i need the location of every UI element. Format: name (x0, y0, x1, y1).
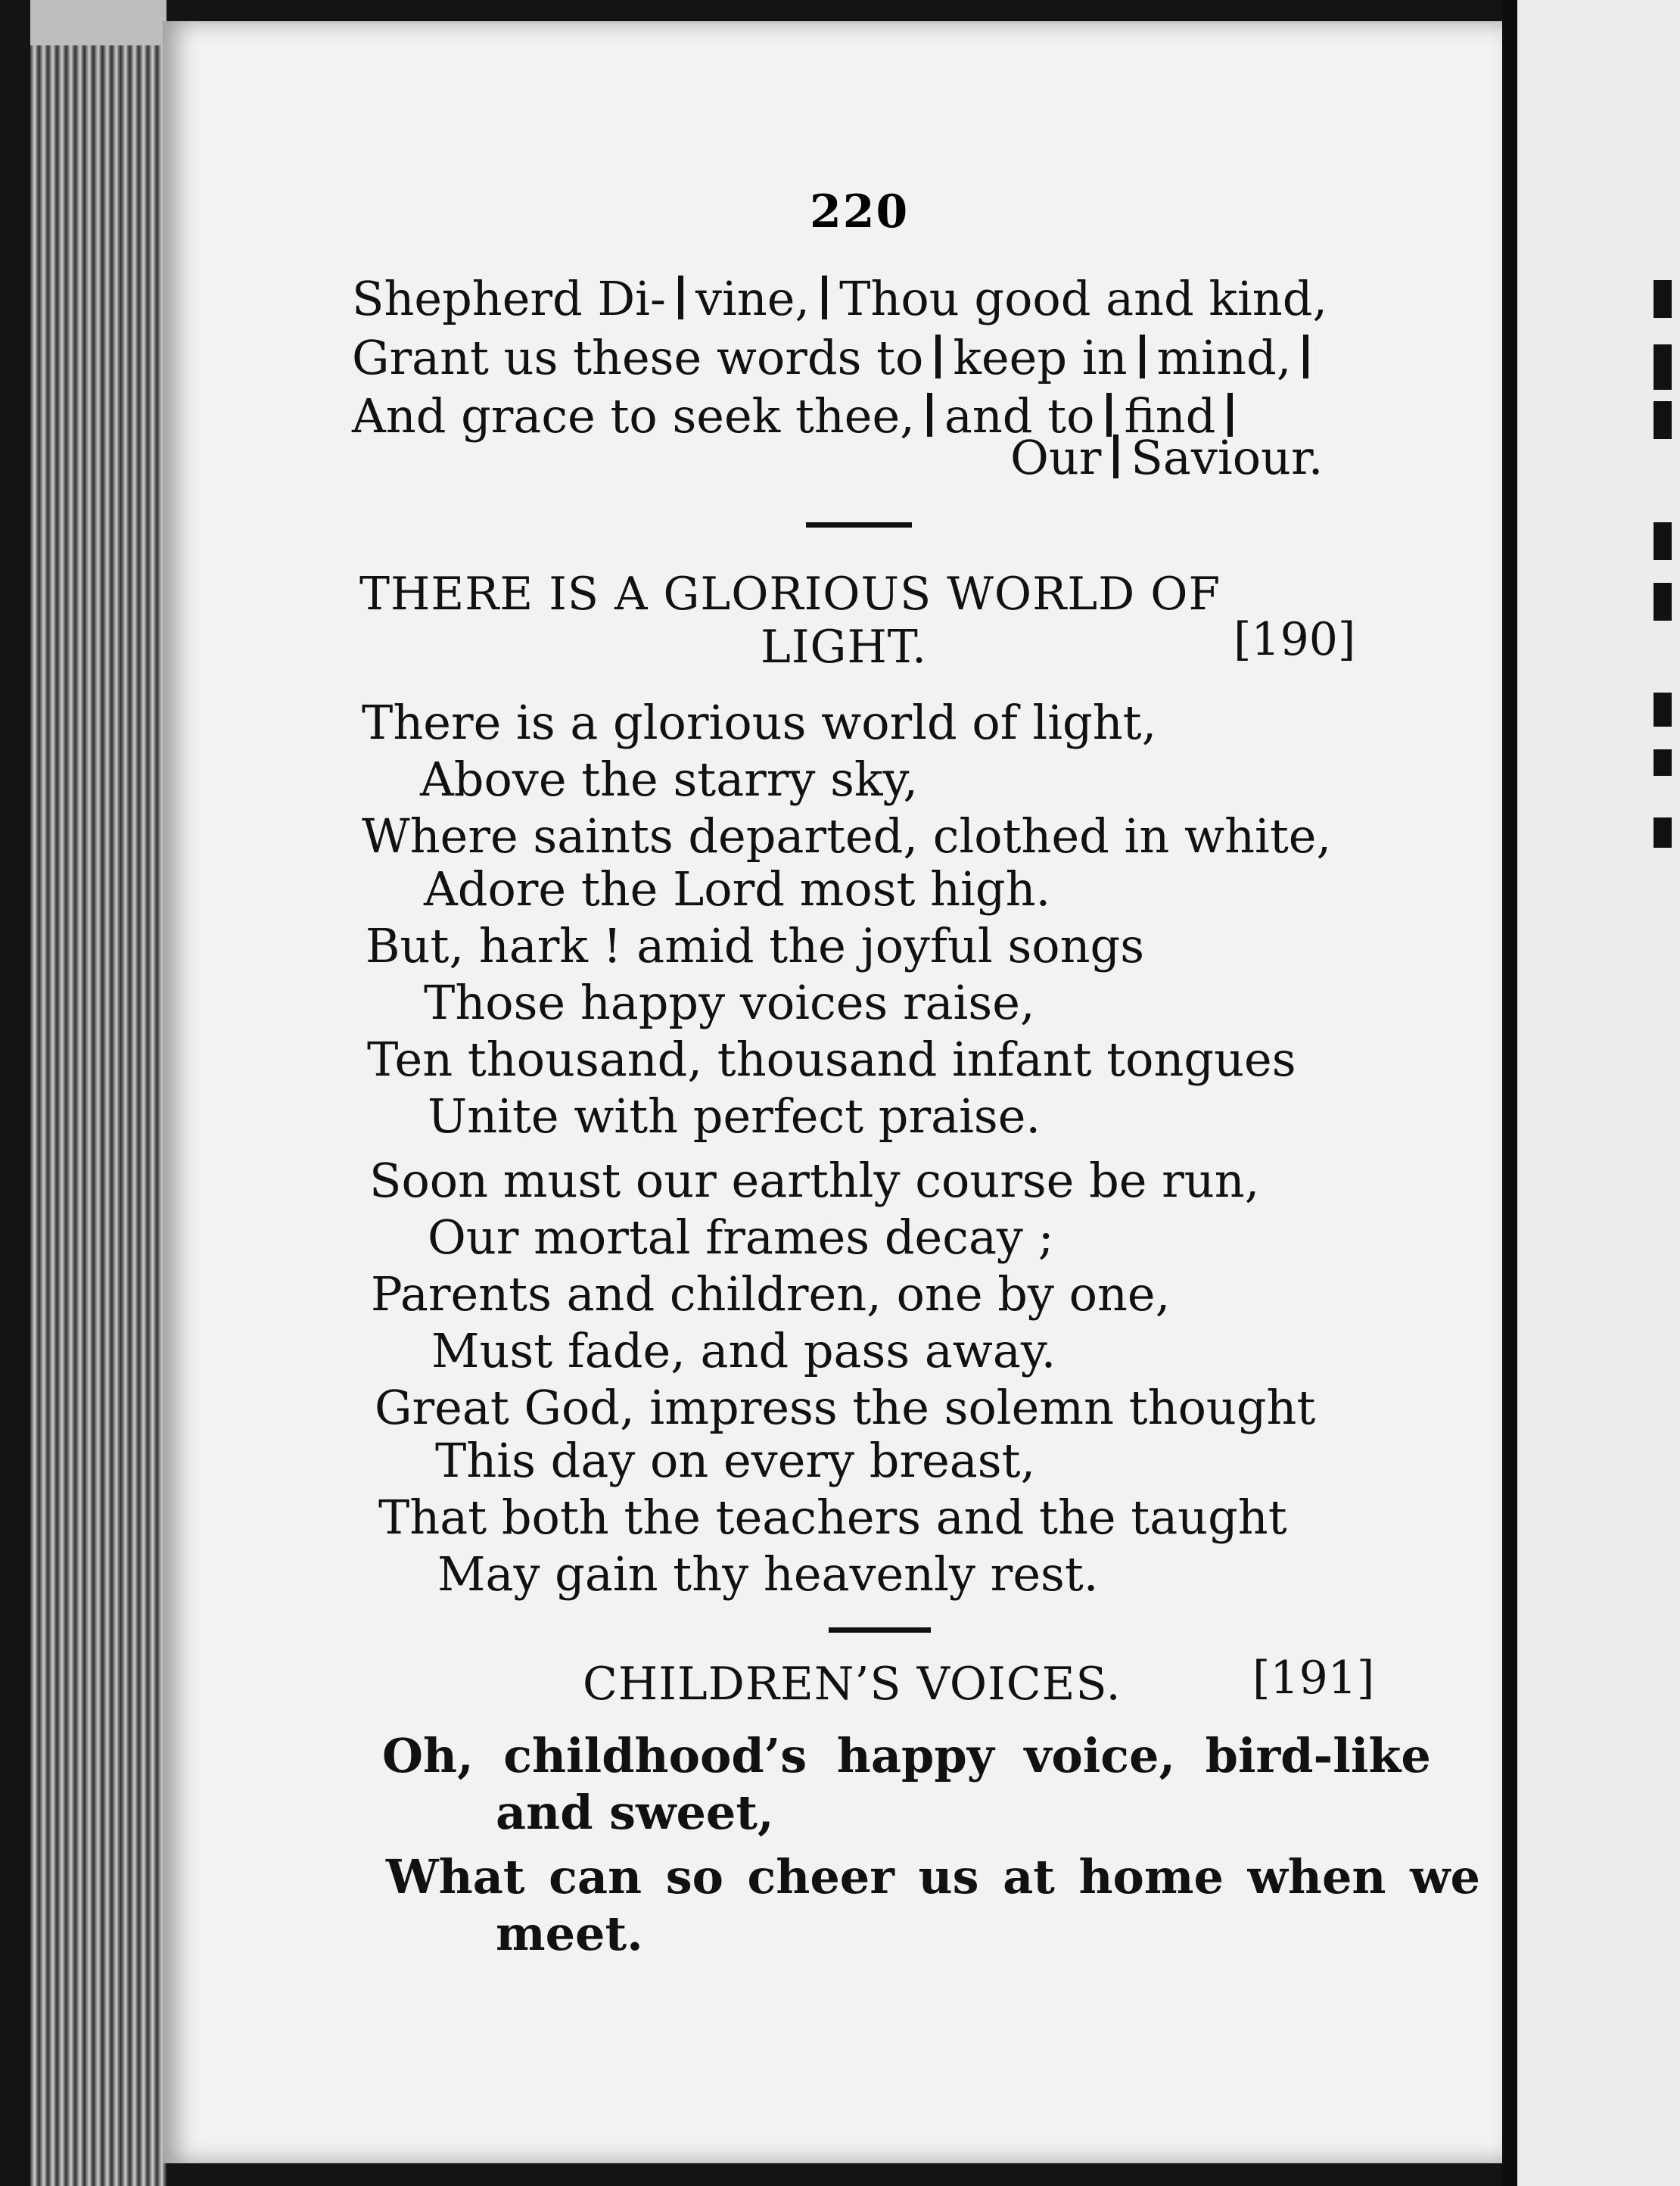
pointing-bar (1303, 335, 1308, 378)
hymn-190-line: Must fade, and pass away. (431, 1323, 1056, 1378)
hymn-190-line: That both the teachers and the taught (378, 1490, 1287, 1545)
pointing-bar (935, 335, 941, 378)
chant-line-3-part-1: And grace to seek thee, (352, 388, 915, 444)
chant-line-3-part-3: find (1124, 388, 1216, 444)
hymn-191-line: meet. (496, 1906, 643, 1961)
hymn-191-line: Oh, childhood’s happy voice, bird-like (382, 1728, 1431, 1783)
hymn-190-line: Great God, impress the solemn thought (375, 1380, 1316, 1435)
chant-line-3-part-2: and to (944, 388, 1095, 444)
hymn-190-line: Adore the Lord most high. (424, 861, 1051, 917)
page-edges-top (30, 0, 166, 45)
hymn-191-line: What can so cheer us at home when we (386, 1849, 1480, 1904)
hymn-190-line: Soon must our earthly course be run, (369, 1153, 1260, 1208)
page-number: 220 (810, 185, 910, 238)
hymn-190-line: This day on every breast, (435, 1433, 1036, 1488)
pointing-bar (822, 276, 827, 319)
hymn-191-title: CHILDREN’S VOICES. (583, 1658, 1122, 1711)
chant-line-1-part-3: Thou good and kind, (839, 271, 1328, 326)
chant-line-2-part-1: Grant us these words to (352, 330, 924, 385)
pointing-bar (1140, 335, 1145, 378)
pointing-bar (927, 393, 932, 437)
hymn-190-line: May gain thy heavenly rest. (437, 1546, 1099, 1602)
chant-line-2-part-3: mind, (1156, 330, 1292, 385)
chant-line-1-part-2: vine, (695, 271, 810, 326)
hymn-190-line: Unite with perfect praise. (428, 1088, 1041, 1144)
facing-page-text-fragments (1654, 0, 1680, 2186)
page-edges (30, 0, 166, 2186)
chant-line-4 (1010, 431, 1324, 484)
chant-line-4-part-1: Our (1010, 430, 1102, 485)
hymn-190-line: There is a glorious world of light, (362, 695, 1157, 750)
hymn-191-line: and sweet, (496, 1785, 774, 1840)
book-gutter (1502, 0, 1517, 2186)
chant-line-2 (352, 332, 1321, 385)
hymn-190-line: Ten thousand, thousand infant tongues (367, 1032, 1296, 1087)
hymn-190-line: Parents and children, one by one, (371, 1266, 1171, 1322)
hymn-190-title-line-1: THERE IS A GLORIOUS WORLD OF (359, 568, 1221, 621)
hymn-191-number: [191] (1252, 1652, 1375, 1705)
hymn-190-line: Our mortal frames decay ; (428, 1210, 1054, 1265)
hymn-190-line: Where saints departed, clothed in white, (362, 808, 1332, 864)
hymn-190-number: [190] (1234, 613, 1356, 666)
chant-line-4-part-2: Saviour. (1131, 430, 1324, 485)
chant-line-2-part-2: keep in (953, 330, 1128, 385)
pointing-bar (678, 276, 683, 319)
pointing-bar (1113, 434, 1118, 478)
hymn-190-line: Above the starry sky, (420, 752, 919, 807)
section-divider (806, 522, 912, 528)
pointing-bar (1106, 393, 1112, 437)
hymn-190-line: Those happy voices raise, (424, 975, 1035, 1030)
chant-line-1-part-1: Shepherd Di- (352, 271, 666, 326)
chant-line-1 (352, 272, 1327, 325)
hymn-190-line: But, hark ! amid the joyful songs (366, 918, 1145, 973)
hymn-190-title-line-2: LIGHT. (761, 621, 928, 674)
section-divider (829, 1627, 931, 1633)
